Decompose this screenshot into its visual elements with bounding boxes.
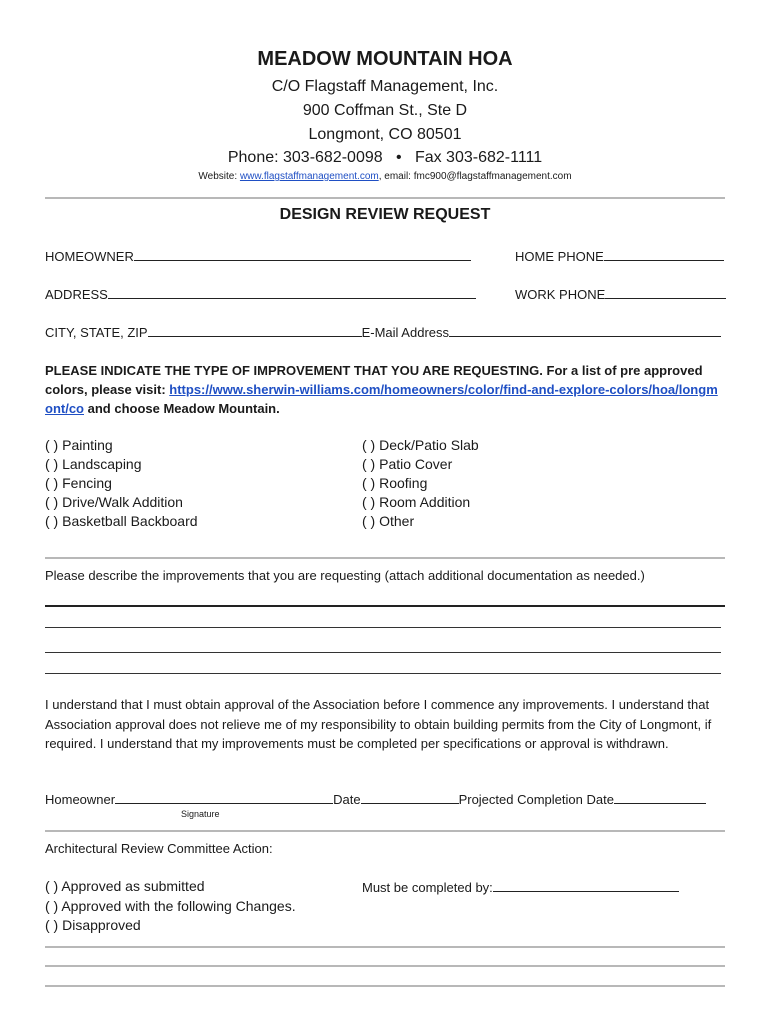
- phone-text: Phone: 303-682-0098: [227, 149, 383, 166]
- work-phone-label: WORK PHONE: [515, 287, 606, 302]
- description-line-1[interactable]: [45, 605, 725, 607]
- instructions-suffix: and choose Meadow Mountain.: [84, 401, 280, 416]
- agreement-text: I understand that I must obtain approval of the Association before I commence any improvements. I understand that Association approval does not relieve me of my responsibility to obtain building permits from the City of Longmont, if required. I understand that my improvements must be completed per specifications or approval is withdrawn.: [45, 697, 712, 751]
- home-phone-line[interactable]: [604, 247, 724, 261]
- option-approved-as-submitted[interactable]: ( ) Approved as submitted: [45, 878, 205, 894]
- address-line[interactable]: [108, 285, 476, 299]
- must-complete-label: Must be completed by:: [362, 880, 493, 895]
- city-state-zip-line[interactable]: [148, 323, 362, 337]
- address-line-1: C/O Flagstaff Management, Inc.: [271, 78, 499, 95]
- homeowner-label: HOMEOWNER: [45, 249, 134, 264]
- improvement-list-left: [45, 436, 198, 531]
- option-disapproved[interactable]: ( ) Disapproved: [45, 917, 141, 933]
- bottom-line-3[interactable]: [45, 985, 725, 987]
- signature-row: [45, 790, 706, 807]
- option-landscaping[interactable]: ( ) Landscaping: [45, 456, 142, 472]
- completion-date-line[interactable]: [614, 790, 706, 804]
- contact-line: [0, 149, 770, 167]
- option-painting[interactable]: ( ) Painting: [45, 437, 113, 453]
- header-divider: [45, 197, 725, 199]
- org-title: MEADOW MOUNTAIN HOA: [257, 48, 513, 70]
- committee-options: [45, 877, 296, 936]
- improvement-list-right: [362, 436, 479, 531]
- option-approved-with-changes[interactable]: ( ) Approved with the following Changes.: [45, 897, 296, 914]
- sherwin-williams-link[interactable]: https://www.sherwin-williams.com/homeowners/color/find-and-explore-colors/hoa/longmont/co: [45, 382, 718, 416]
- description-line-3[interactable]: [45, 652, 721, 653]
- option-fencing[interactable]: ( ) Fencing: [45, 475, 112, 491]
- description-line-2[interactable]: [45, 627, 721, 628]
- must-complete-field[interactable]: [362, 878, 679, 895]
- description-line-4[interactable]: [45, 673, 721, 674]
- signature-caption: Signature: [181, 809, 220, 819]
- bottom-line-2[interactable]: [45, 965, 725, 967]
- homeowner-line[interactable]: [134, 247, 471, 261]
- describe-prompt: Please describe the improvements that you are requesting (attach additional documentation as needed.): [45, 568, 645, 583]
- home-phone-label: HOME PHONE: [515, 249, 604, 264]
- city-state-zip-field[interactable]: [45, 323, 721, 340]
- work-phone-line[interactable]: [605, 285, 726, 299]
- address-label: ADDRESS: [45, 287, 108, 302]
- section-divider-1: [45, 557, 725, 559]
- email-text: , email: fmc900@flagstaffmanagement.com: [378, 171, 572, 182]
- instructions-text: PLEASE INDICATE THE TYPE OF IMPROVEMENT THAT YOU ARE REQUESTING. For a list of pre approved colors, please visit:: [45, 363, 703, 397]
- date-label: Date: [333, 792, 361, 807]
- option-other[interactable]: ( ) Other: [362, 513, 415, 529]
- bullet-separator: •: [395, 149, 402, 166]
- completion-date-label: Projected Completion Date: [458, 792, 614, 807]
- instructions: [45, 361, 725, 418]
- section-divider-2: [45, 830, 725, 832]
- home-phone-field[interactable]: [515, 247, 724, 264]
- fax-text: Fax 303-682-1111: [414, 149, 543, 166]
- website-link[interactable]: www.flagstaffmanagement.com: [239, 171, 379, 182]
- option-room-addition[interactable]: ( ) Room Addition: [362, 494, 471, 510]
- homeowner-signature-label: Homeowner: [45, 792, 116, 807]
- date-line[interactable]: [361, 790, 459, 804]
- homeowner-signature-line[interactable]: [115, 790, 333, 804]
- address-field[interactable]: [45, 285, 476, 302]
- option-basketball-backboard[interactable]: ( ) Basketball Backboard: [45, 513, 198, 529]
- address-line-2: 900 Coffman St., Ste D: [302, 102, 468, 119]
- form-title: DESIGN REVIEW REQUEST: [279, 206, 491, 223]
- option-patio-cover[interactable]: ( ) Patio Cover: [362, 456, 453, 472]
- website-line: [0, 171, 770, 182]
- homeowner-field[interactable]: [45, 247, 471, 264]
- work-phone-field[interactable]: [515, 285, 726, 302]
- committee-heading: Architectural Review Committee Action:: [45, 841, 273, 856]
- must-complete-line[interactable]: [493, 878, 679, 892]
- email-address-label: E-Mail Address: [361, 325, 449, 340]
- website-label: Website:: [198, 171, 238, 182]
- city-state-zip-label: CITY, STATE, ZIP: [45, 325, 148, 340]
- address-line-3: Longmont, CO 80501: [308, 126, 462, 143]
- email-address-line[interactable]: [449, 323, 721, 337]
- option-deck-patio-slab[interactable]: ( ) Deck/Patio Slab: [362, 437, 479, 453]
- bottom-line-1[interactable]: [45, 946, 725, 948]
- option-drive-walk-addition[interactable]: ( ) Drive/Walk Addition: [45, 494, 183, 510]
- option-roofing[interactable]: ( ) Roofing: [362, 475, 428, 491]
